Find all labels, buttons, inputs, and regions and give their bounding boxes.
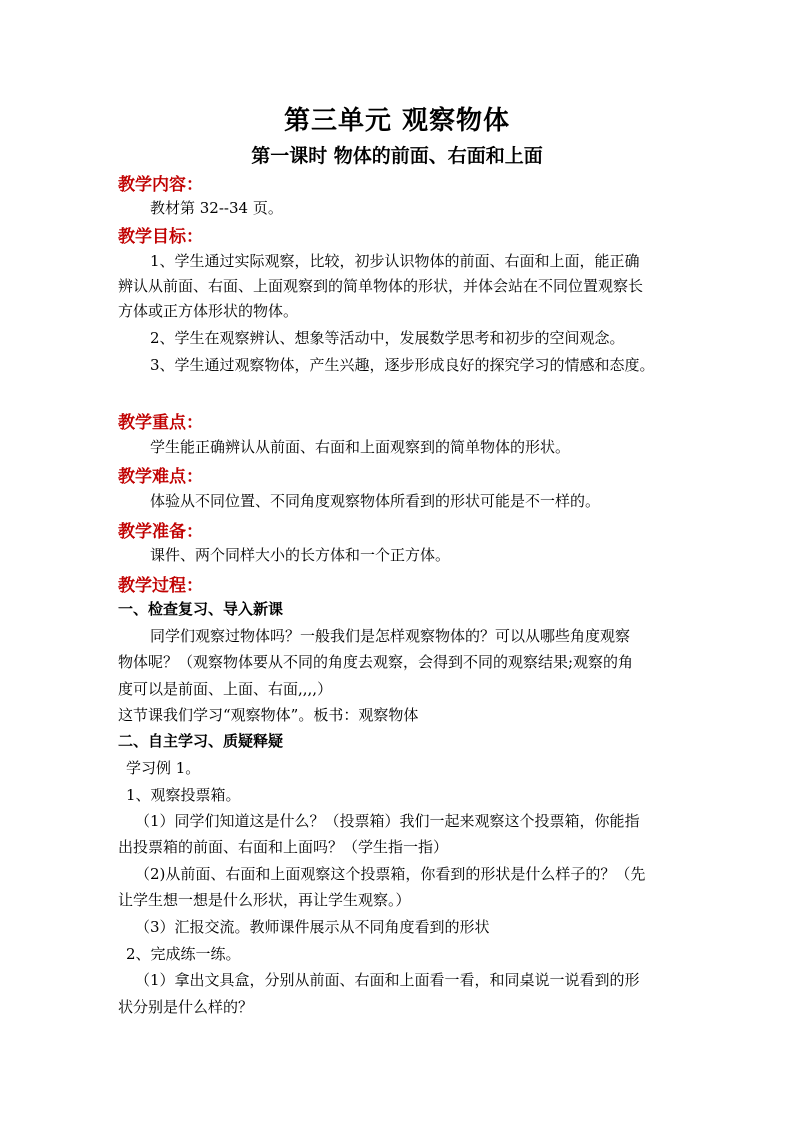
content-heading: 教学内容： <box>118 175 203 195</box>
goal-1-line-3: 方体或正方体形状的物体。 <box>118 302 299 320</box>
preparation-heading: 教学准备： <box>118 522 203 542</box>
practice-1-line-1: （1）拿出文具盒，分别从前面、右面和上面看一看，和同桌说一说看到的形 <box>135 971 640 989</box>
example-1-step-1: 1、观察投票箱。 <box>126 786 241 804</box>
example-1-step-2: 2、完成练一练。 <box>126 945 241 963</box>
goal-1-line-1: 1、学生通过实际观察，比较，初步认识物体的前面、右面和上面，能正确 <box>150 252 640 270</box>
goal-1-line-2: 辨认从前面、右面、上面观察到的简单物体的形状，并体会站在不同位置观察长 <box>118 277 644 295</box>
difficulty-heading: 教学难点： <box>118 467 203 487</box>
goal-2: 2、学生在观察辨认、想象等活动中，发展数学思考和初步的空间观念。 <box>150 329 625 347</box>
content-text: 教材第 32--34 页。 <box>150 199 283 217</box>
process-heading: 教学过程： <box>118 576 203 596</box>
question-3: （3）汇报交流。教师课件展示从不同角度看到的形状 <box>135 918 490 936</box>
key-point-heading: 教学重点： <box>118 413 203 433</box>
section-1-line-4: 这节课我们学习“观察物体”。板书：观察物体 <box>118 706 419 724</box>
lesson-subtitle: 第一课时 物体的前面、右面和上面 <box>251 145 543 167</box>
section-1-heading: 一、检查复习、导入新课 <box>118 600 284 618</box>
section-1-line-2: 物体呢？（观察物体要从不同的角度去观察，会得到不同的观察结果;观察的角 <box>118 653 634 671</box>
key-point-text: 学生能正确辨认从前面、右面和上面观察到的简单物体的形状。 <box>150 438 571 456</box>
example-1: 学习例 1。 <box>126 759 201 777</box>
difficulty-text: 体验从不同位置、不同角度观察物体所看到的形状可能是不一样的。 <box>150 492 601 510</box>
question-2-line-2: 让学生想一想是什么形状，再让学生观察。） <box>118 891 411 909</box>
section-1-line-3: 度可以是前面、上面、右面,,,,） <box>118 680 333 698</box>
question-2-line-1: （2)从前面、右面和上面观察这个投票箱，你看到的形状是什么样子的？（先 <box>135 865 646 883</box>
preparation-text: 课件、两个同样大小的长方体和一个正方体。 <box>150 546 451 564</box>
document-title: 第三单元 观察物体 <box>283 106 511 136</box>
goals-heading: 教学目标： <box>118 227 203 247</box>
section-2-heading: 二、自主学习、质疑释疑 <box>118 732 284 750</box>
question-1-line-2: 出投票箱的前面、右面和上面吗？（学生指一指） <box>118 838 449 856</box>
section-1-line-1: 同学们观察过物体吗？一般我们是怎样观察物体的？可以从哪些角度观察 <box>150 627 631 645</box>
goal-3: 3、学生通过观察物体，产生兴趣，逐步形成良好的探究学习的情感和态度。 <box>150 356 655 374</box>
question-1-line-1: （1）同学们知道这是什么？（投票箱）我们一起来观察这个投票箱，你能指 <box>135 812 640 830</box>
practice-1-line-2: 状分别是什么样的？ <box>118 998 254 1016</box>
